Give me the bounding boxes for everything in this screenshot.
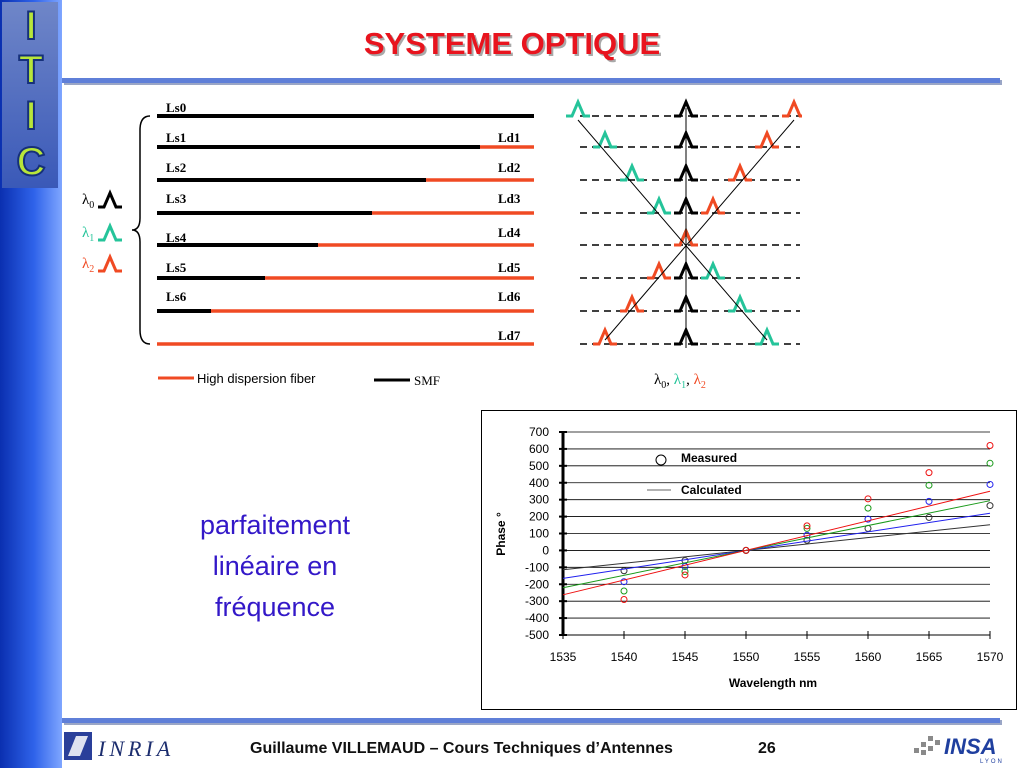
y-axis-label: Phase ° (494, 512, 508, 556)
pulse-mark (593, 330, 617, 344)
sidebar-band (0, 0, 62, 768)
x-tick-label: 1560 (854, 650, 882, 664)
y-tick-label: -400 (524, 611, 549, 626)
delay-label: Ld3 (498, 191, 521, 206)
x-axis-label: Wavelength nm (728, 676, 818, 690)
bottom-rule (62, 718, 1000, 723)
note-line: linéaire en (212, 551, 338, 581)
pulse-icon (98, 193, 122, 207)
citi-logo (2, 2, 58, 188)
pulse-mark (782, 102, 802, 116)
delay-label: Ld4 (498, 225, 521, 240)
x-tick-label: 1570 (976, 650, 1004, 664)
y-tick-label: 500 (528, 458, 549, 473)
inria-logo (62, 728, 202, 764)
fiber-diagram (62, 90, 802, 400)
logo-letter: I (25, 4, 37, 48)
y-tick-label: -300 (524, 594, 549, 609)
insa-logo (910, 728, 1022, 766)
trend-line (578, 120, 767, 340)
pulse-mark (647, 199, 671, 213)
pulse-mark (755, 330, 779, 344)
lambda-caption: $\lambda_0$, $\lambda_1$, $\lambda_2$ (654, 372, 706, 391)
source-label: Ls5 (166, 260, 187, 275)
x-tick-label: 1565 (915, 650, 943, 664)
y-tick-label: 100 (528, 526, 549, 541)
source-label: Ls6 (166, 289, 187, 304)
delay-label: Ld7 (498, 328, 521, 343)
delay-label: Ld2 (498, 160, 521, 175)
lambda-key-1: $\lambda_1$ (82, 225, 95, 244)
pulse-mark (755, 133, 779, 147)
y-tick-label: 700 (528, 425, 549, 439)
linearity-note (160, 505, 390, 628)
x-tick-label: 1540 (610, 650, 638, 664)
source-label: Ls4 (166, 230, 187, 245)
note-line: parfaitement (199, 510, 351, 540)
pulse-mark (701, 199, 725, 213)
y-tick-label: 300 (528, 492, 549, 507)
footer-author: Guillaume VILLEMAUD – Cours Techniques d’Antennes (250, 740, 673, 757)
source-label: Ls2 (166, 160, 187, 175)
y-tick-label: -200 (524, 577, 549, 592)
lambda-key-2: $\lambda_2$ (82, 256, 95, 275)
source-label: Ls0 (166, 100, 187, 115)
y-tick-label: -100 (524, 560, 549, 575)
insa-sub: LYON (980, 759, 1004, 765)
y-tick-label: 0 (542, 543, 549, 558)
y-tick-label: 600 (528, 441, 549, 456)
pulse-mark (701, 264, 725, 278)
logo-letter: T (18, 48, 44, 92)
pulse-icon (98, 226, 122, 240)
legend-measured-label: Measured (681, 451, 738, 465)
brace (132, 116, 150, 344)
phase-chart (481, 410, 1017, 710)
x-tick-label: 1550 (732, 650, 760, 664)
lambda-key-0: $\lambda_0$ (82, 192, 95, 211)
logo-letter: I (25, 94, 37, 138)
page-number: 26 (758, 740, 776, 757)
pulse-icon (98, 257, 122, 271)
x-tick-label: 1535 (549, 650, 577, 664)
y-tick-label: 200 (528, 509, 549, 524)
inria-wordmark: INRIA (98, 736, 175, 761)
delay-label: Ld5 (498, 260, 521, 275)
delay-label: Ld6 (498, 289, 521, 304)
pulse-mark (566, 102, 590, 116)
pulse-mark (647, 264, 671, 278)
trend-line (605, 120, 794, 340)
source-label: Ls3 (166, 191, 187, 206)
source-label: Ls1 (166, 130, 187, 145)
note-line: fréquence (214, 592, 336, 622)
x-tick-label: 1555 (793, 650, 821, 664)
slide-title: SYSTEME OPTIQUE (363, 26, 661, 61)
y-tick-label: -500 (524, 628, 549, 642)
insa-wordmark: INSA (944, 734, 997, 759)
legend-calculated-label: Calculated (681, 483, 742, 497)
legend-smf-label: SMF (414, 373, 441, 388)
x-tick-label: 1545 (671, 650, 699, 664)
y-tick-label: 400 (528, 475, 549, 490)
delay-label: Ld1 (498, 130, 521, 145)
logo-letter: C (16, 140, 46, 184)
top-rule (62, 78, 1000, 83)
pulse-mark (593, 133, 617, 147)
legend-hdf-label: High dispersion fiber (197, 371, 316, 386)
